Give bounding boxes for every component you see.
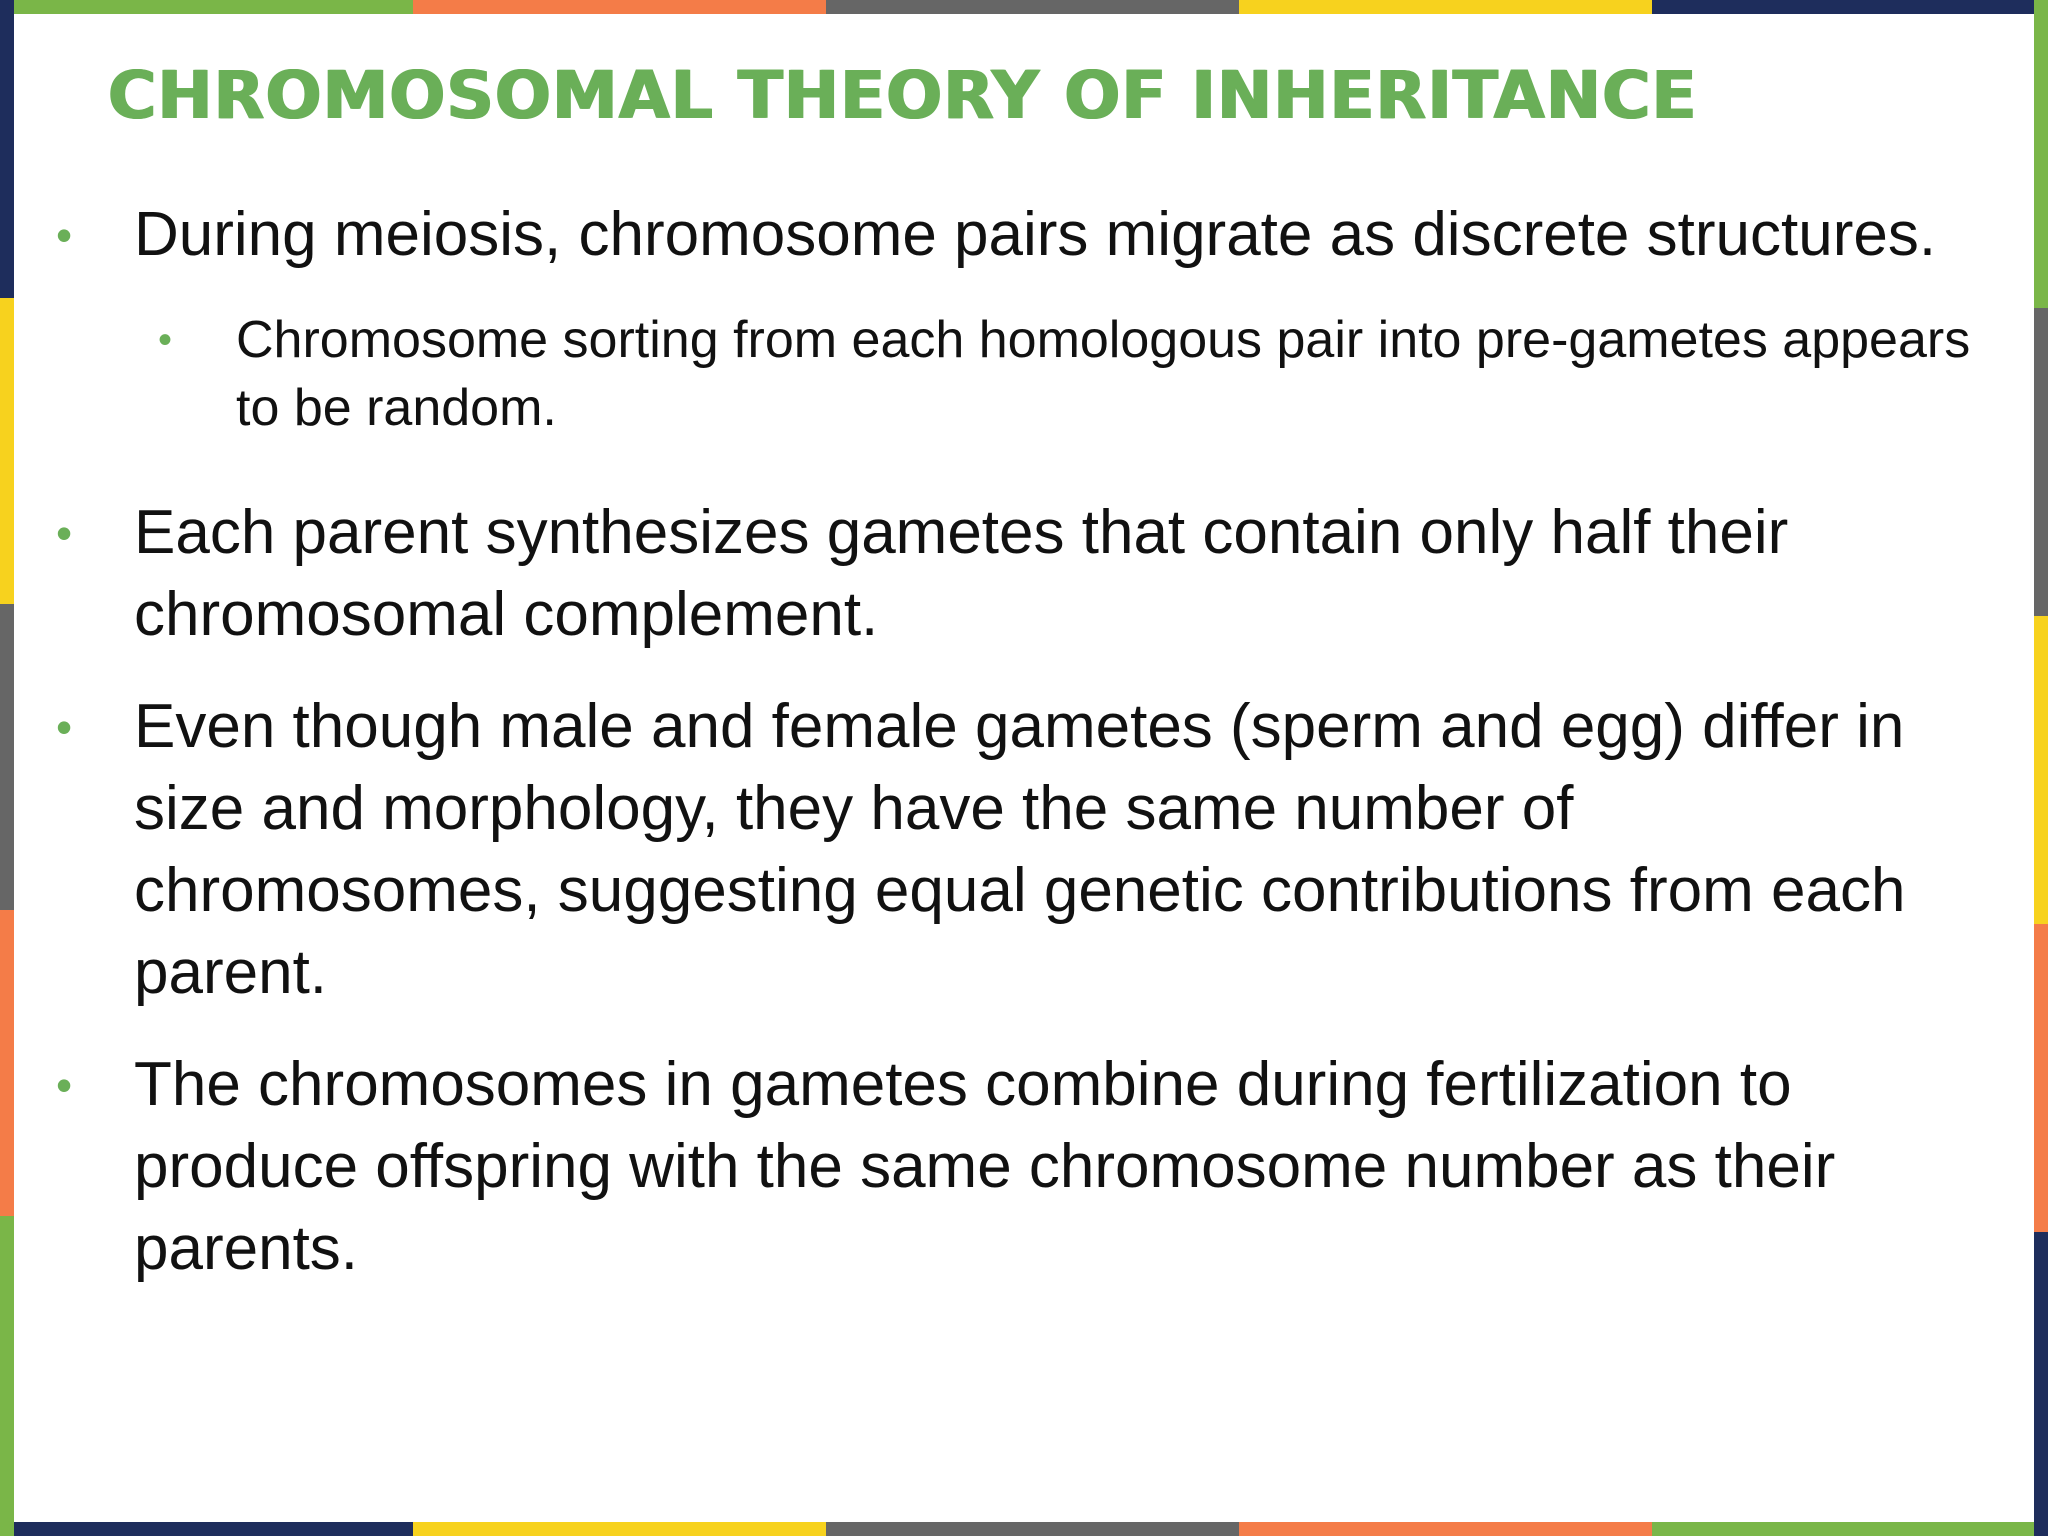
border-bottom-gray — [826, 1522, 1239, 1536]
slide-title: CHROMOSOMAL THEORY OF INHERITANCE — [108, 57, 1698, 134]
bullet-dot-icon: • — [56, 701, 73, 753]
border-top-yellow — [1239, 0, 1652, 14]
border-right-yellow — [2034, 616, 2048, 924]
border-right-green — [2034, 0, 2048, 308]
border-left-green — [0, 1216, 14, 1536]
bullet-dot-icon: • — [158, 318, 173, 362]
border-bottom-yellow — [413, 1522, 826, 1536]
border-left-yellow — [0, 298, 14, 606]
border-left-gray — [0, 604, 14, 912]
border-left-navy — [0, 0, 14, 308]
border-right-gray — [2034, 308, 2048, 616]
bullet-dot-icon: • — [56, 209, 73, 261]
border-right-orange — [2034, 924, 2048, 1232]
bullet-text: Chromosome sorting from each homologous pair into pre-gametes appears to be random. — [236, 311, 1971, 437]
border-bottom-navy — [0, 1522, 413, 1536]
bullet-text: The chromosomes in gametes combine during fertilization to produce offspring with the same chromosome number as their parents. — [134, 1050, 1836, 1283]
bullet-text: Even though male and female gametes (sperm and egg) differ in size and morphology, they have the same number of chromosomes, suggesting equal genetic contributions from each parent. — [134, 692, 1906, 1007]
border-bottom-green — [1652, 1522, 2048, 1536]
bullet-text: During meiosis, chromosome pairs migrate as discrete structures. — [134, 200, 1937, 269]
border-top-green — [0, 0, 413, 14]
bullet-text: Each parent synthesizes gametes that contain only half their chromosomal complement. — [134, 498, 1789, 649]
bullet-dot-icon: • — [56, 507, 73, 559]
border-left-orange — [0, 910, 14, 1218]
border-top-gray — [826, 0, 1239, 14]
border-right-navy — [2034, 1232, 2048, 1536]
border-top-navy — [1652, 0, 2048, 14]
bullet-item — [56, 1044, 1996, 1290]
bullet-dot-icon: • — [56, 1059, 73, 1111]
border-top-orange — [413, 0, 826, 14]
border-bottom-orange — [1239, 1522, 1652, 1536]
bullet-item — [56, 686, 1996, 1014]
sub-bullet-item — [56, 306, 1996, 442]
bullet-item — [56, 492, 1996, 656]
bullet-item — [56, 194, 1996, 276]
bullet-list — [56, 194, 1996, 1320]
